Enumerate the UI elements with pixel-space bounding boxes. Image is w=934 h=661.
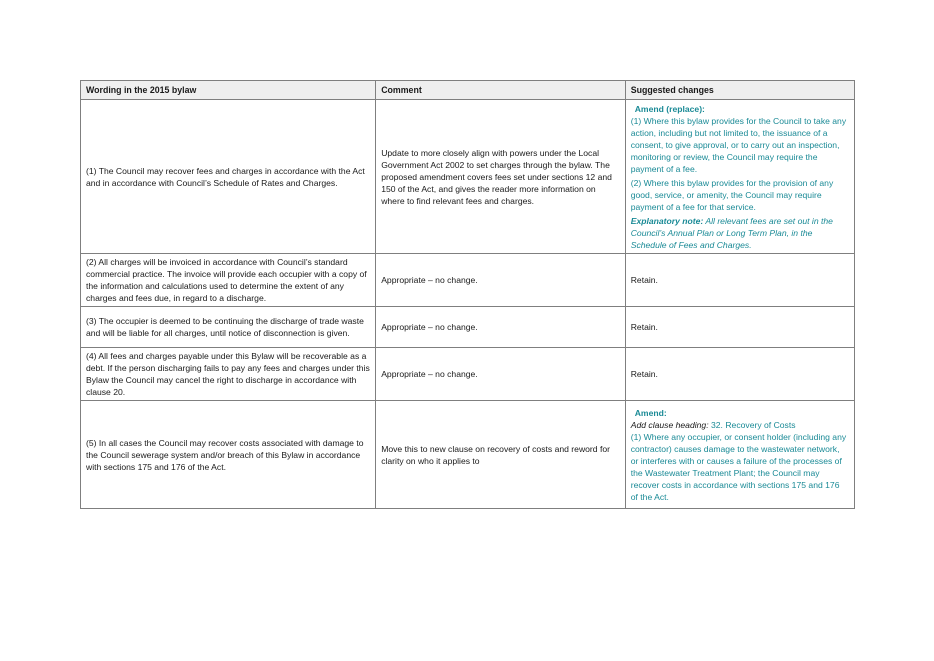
header-suggested-changes: Suggested changes [625,81,854,100]
amend-heading: Amend: [634,407,667,418]
clause-heading-label: Add clause heading: [630,419,709,430]
table-row [81,100,855,254]
amend-heading: Amend (replace): [634,103,705,114]
table-header-row [81,81,855,100]
clause-heading-line [631,419,849,431]
comment-cell: Update to more closely align with powers under the Local Government Act 2002 to set charges through the bylaw. The proposed amendment covers fees set under sections 12 and 150 of the Act, and gives the reader more information on where to find relevant fees and charges. [376,100,626,254]
suggested-changes-cell [625,100,854,254]
comment-cell: Appropriate – no change. [376,348,626,401]
clause-heading-value: 32. Recovery of Costs [708,419,796,430]
wording-cell: (5) In all cases the Council may recover costs associated with damage to the Council sewerage system and/or breach of this Bylaw in accordance with sections 175 and 176 of the Act. [81,401,376,509]
explanatory-note [631,215,849,251]
wording-cell: (1) The Council may recover fees and charges in accordance with the Act and in accordance with Council’s Schedule of Rates and Charges. [81,100,376,254]
amend-paragraph-1: (1) Where any occupier, or consent holder (including any contractor) causes damage to the wastewater network, or interferes with or causes a failure of the processes of the Wastewater Treatment Plant; the Council may recover costs in accordance with sections 175 and 176 of the Act. [630,431,847,502]
header-wording: Wording in the 2015 bylaw [81,81,376,100]
explanatory-note-text: All relevant fees are set out in the Council’s Annual Plan or Long Term Plan, in the Schedule of Fees and Charges. [630,215,833,250]
suggested-changes-cell [625,401,854,509]
comment-cell: Move this to new clause on recovery of costs and reword for clarity on who it applies to [376,401,626,509]
bylaw-comparison-table [80,80,855,509]
suggested-changes-cell: Retain. [625,254,854,307]
comment-cell: Appropriate – no change. [376,254,626,307]
table-row [81,254,855,307]
wording-cell: (3) The occupier is deemed to be continuing the discharge of trade waste and will be liable for all charges, until notice of disconnection is given. [81,307,376,348]
table-row [81,401,855,509]
wording-cell: (2) All charges will be invoiced in accordance with Council’s standard commercial practice. The invoice will provide each occupier with a copy of the information and calculations used to determine the extent of any charges and fees due, in regard to a discharge. [81,254,376,307]
suggested-changes-cell: Retain. [625,348,854,401]
header-comment: Comment [376,81,626,100]
explanatory-note-label: Explanatory note: [630,215,704,226]
suggested-changes-cell: Retain. [625,307,854,348]
amend-paragraph-1: (1) Where this bylaw provides for the Council to take any action, including but not limited to, the issuance of a consent, to give approval, or to carry out an inspection, monitoring or review, the Council may require the payment of a fee. [630,115,847,174]
wording-cell: (4) All fees and charges payable under this Bylaw will be recoverable as a debt. If the person discharging fails to pay any fees and charges under this Bylaw the Council may cancel the right to discharge in accordance with clause 20. [81,348,376,401]
amend-paragraph-2: (2) Where this bylaw provides for the provision of any good, service, or amenity, the Council may require payment of a fee for that service. [630,177,834,212]
table-row [81,307,855,348]
table-row [81,348,855,401]
comment-cell: Appropriate – no change. [376,307,626,348]
